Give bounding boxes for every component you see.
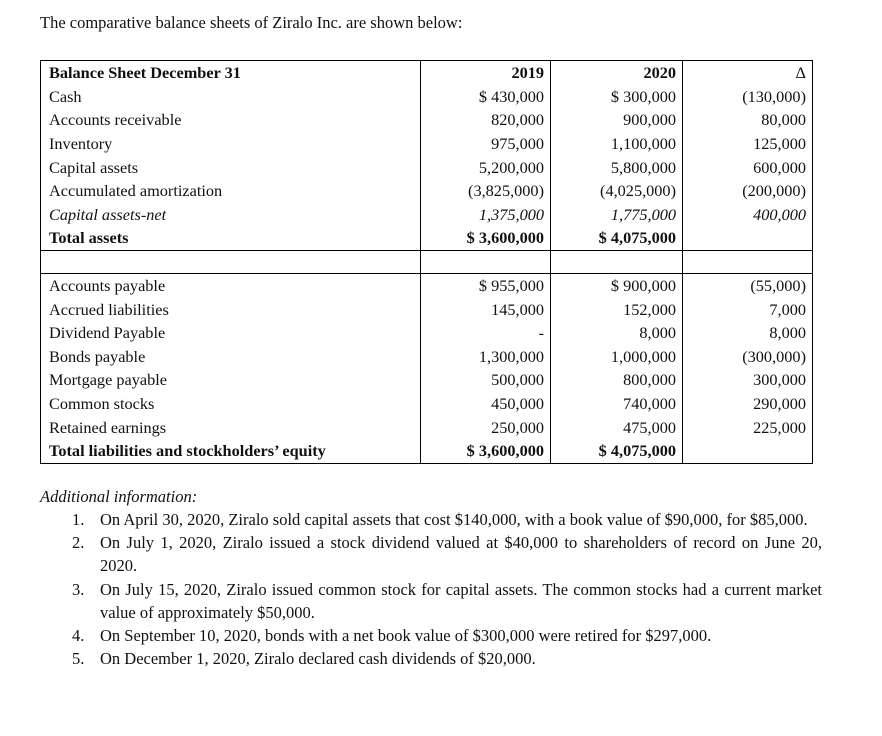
cell-delta: 80,000	[683, 108, 813, 132]
table-row	[41, 297, 813, 321]
cell-2019: 1,375,000	[421, 203, 551, 227]
balance-sheet-table	[40, 60, 813, 464]
cell-delta: 300,000	[683, 368, 813, 392]
table-row	[41, 155, 813, 179]
list-number: 3.	[72, 579, 85, 599]
cell-2019: 820,000	[421, 108, 551, 132]
cell-2019: (3,825,000)	[421, 179, 551, 203]
table-spacer-row	[41, 250, 813, 273]
list-text: On July 15, 2020, Ziralo issued common stock for capital assets. The common stocks had a current market value of approximately $50,000.	[100, 579, 822, 622]
cell-2020: 475,000	[551, 415, 683, 439]
row-label: Bonds payable	[41, 345, 421, 369]
list-text: On September 10, 2020, bonds with a net book value of $300,000 were retired for $297,000.	[100, 626, 712, 646]
cell-2019: $ 3,600,000	[421, 439, 551, 463]
cell-2020: 1,775,000	[551, 203, 683, 227]
cell-2019: 145,000	[421, 297, 551, 321]
list-item	[72, 508, 822, 531]
cell-2019: 250,000	[421, 415, 551, 439]
cell-delta: 225,000	[683, 415, 813, 439]
row-label: Total assets	[41, 226, 421, 250]
header-2020: 2020	[551, 61, 683, 85]
list-item	[72, 647, 822, 670]
intro-text: The comparative balance sheets of Ziralo Inc. are shown below:	[40, 13, 463, 32]
cell-2019: $ 3,600,000	[421, 226, 551, 250]
cell-2019: $ 955,000	[421, 273, 551, 297]
table-row	[41, 132, 813, 156]
cell-2020: 900,000	[551, 108, 683, 132]
list-number: 1.	[72, 510, 85, 529]
row-label: Retained earnings	[41, 415, 421, 439]
spacer-cell	[41, 250, 421, 273]
total-assets-row	[41, 226, 813, 250]
row-label: Accrued liabilities	[41, 297, 421, 321]
cell-2020: 152,000	[551, 297, 683, 321]
cell-delta: (130,000)	[683, 85, 813, 109]
cell-delta: 8,000	[683, 321, 813, 345]
table-row	[41, 85, 813, 109]
list-item	[72, 578, 822, 624]
row-label: Cash	[41, 85, 421, 109]
list-text: On July 1, 2020, Ziralo issued a stock dividend valued at $40,000 to shareholders of record on June 20, 2020.	[100, 533, 822, 576]
header-label: Balance Sheet December 31	[41, 61, 421, 85]
cell-2019: 1,300,000	[421, 345, 551, 369]
spacer-cell	[551, 250, 683, 273]
cell-2019: -	[421, 321, 551, 345]
list-item	[72, 624, 822, 647]
cell-2020: 1,100,000	[551, 132, 683, 156]
cell-2019: $ 430,000	[421, 85, 551, 109]
cell-2019: 5,200,000	[421, 155, 551, 179]
table-row	[41, 392, 813, 416]
cell-2019: 500,000	[421, 368, 551, 392]
row-label: Common stocks	[41, 392, 421, 416]
cell-2020: $ 4,075,000	[551, 439, 683, 463]
cell-delta: 400,000	[683, 203, 813, 227]
cell-2020: (4,025,000)	[551, 179, 683, 203]
cell-2020: $ 900,000	[551, 273, 683, 297]
cell-2020: 800,000	[551, 368, 683, 392]
list-item	[72, 531, 822, 577]
cell-2019: 975,000	[421, 132, 551, 156]
table-row	[41, 345, 813, 369]
table-row	[41, 108, 813, 132]
row-label: Accumulated amortization	[41, 179, 421, 203]
row-label: Accounts receivable	[41, 108, 421, 132]
table-row	[41, 203, 813, 227]
list-number: 2.	[72, 533, 85, 553]
cell-delta: 7,000	[683, 297, 813, 321]
table-row	[41, 415, 813, 439]
cell-2020: 740,000	[551, 392, 683, 416]
list-number: 4.	[72, 626, 85, 646]
notes-list	[72, 508, 822, 670]
cell-2020: $ 300,000	[551, 85, 683, 109]
row-label: Capital assets	[41, 155, 421, 179]
row-label: Mortgage payable	[41, 368, 421, 392]
cell-delta: 290,000	[683, 392, 813, 416]
spacer-cell	[683, 250, 813, 273]
header-2019: 2019	[421, 61, 551, 85]
cell-2020: 5,800,000	[551, 155, 683, 179]
row-label: Inventory	[41, 132, 421, 156]
total-liabilities-row	[41, 439, 813, 463]
additional-info-title: Additional information:	[40, 487, 198, 506]
row-label: Accounts payable	[41, 273, 421, 297]
cell-2019: 450,000	[421, 392, 551, 416]
cell-delta: (200,000)	[683, 179, 813, 203]
header-delta: Δ	[683, 61, 813, 85]
cell-2020: 8,000	[551, 321, 683, 345]
cell-delta: 125,000	[683, 132, 813, 156]
row-label: Total liabilities and stockholders’ equity	[41, 439, 421, 463]
cell-delta: (300,000)	[683, 345, 813, 369]
list-text: On April 30, 2020, Ziralo sold capital assets that cost $140,000, with a book value of $90,000, for $85,000.	[100, 510, 808, 529]
cell-2020: 1,000,000	[551, 345, 683, 369]
spacer-cell	[421, 250, 551, 273]
row-label: Dividend Payable	[41, 321, 421, 345]
list-text: On December 1, 2020, Ziralo declared cash dividends of $20,000.	[100, 649, 536, 669]
row-label: Capital assets-net	[41, 203, 421, 227]
table-row	[41, 368, 813, 392]
cell-delta: (55,000)	[683, 273, 813, 297]
list-number: 5.	[72, 649, 85, 669]
table-header-row	[41, 61, 813, 85]
cell-delta	[683, 439, 813, 463]
cell-delta	[683, 226, 813, 250]
cell-delta: 600,000	[683, 155, 813, 179]
table-row	[41, 273, 813, 297]
table-row	[41, 321, 813, 345]
table-row	[41, 179, 813, 203]
cell-2020: $ 4,075,000	[551, 226, 683, 250]
